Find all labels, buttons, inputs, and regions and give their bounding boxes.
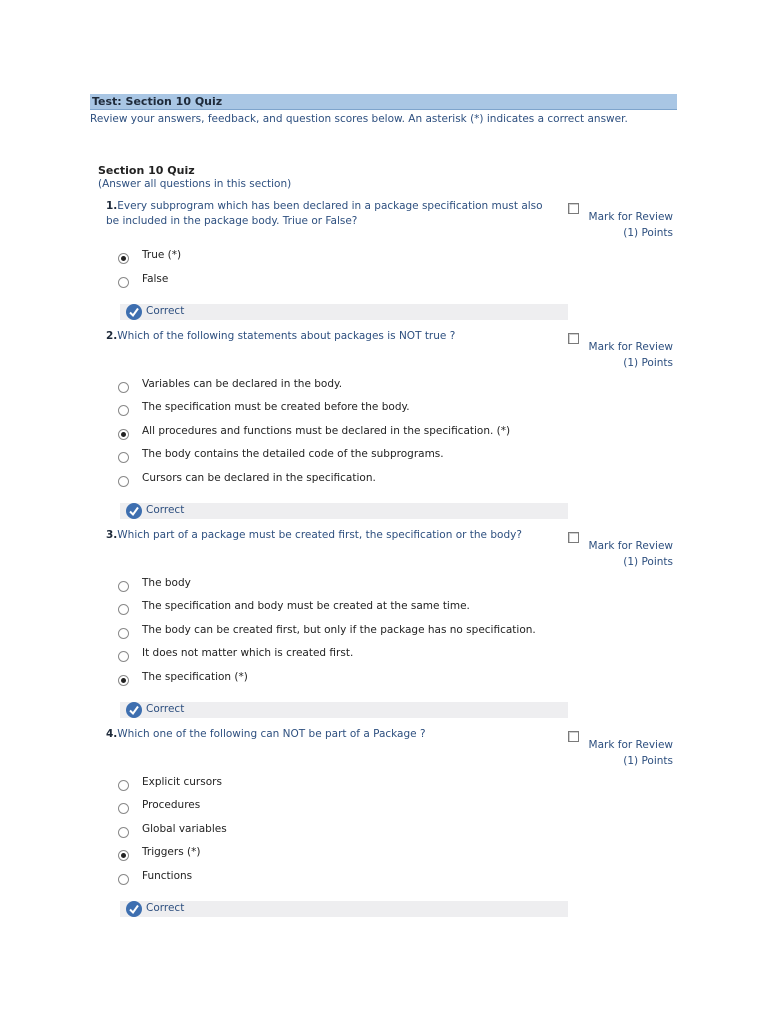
mark-for-review-label[interactable]: Mark for Review xyxy=(588,211,673,223)
question-4-text xyxy=(106,727,546,742)
radio-button[interactable] xyxy=(118,405,129,416)
mark-for-review-label[interactable]: Mark for Review xyxy=(588,540,673,552)
checkmark-icon xyxy=(126,702,142,718)
page-title: Test: Section 10 Quiz xyxy=(92,95,223,108)
feedback-label: Correct xyxy=(146,703,185,715)
question-prompt: Which of the following statements about packages is NOT true ? xyxy=(117,330,456,342)
option-label: False xyxy=(142,273,169,285)
feedback-bar xyxy=(120,304,568,320)
question-3-text xyxy=(106,528,546,543)
question-prompt: Which one of the following can NOT be part of a Package ? xyxy=(117,728,426,740)
section-title: Section 10 Quiz xyxy=(98,164,195,177)
mark-for-review-checkbox[interactable] xyxy=(568,333,579,344)
option-label: Triggers (*) xyxy=(142,846,201,858)
review-points xyxy=(589,737,673,769)
radio-button[interactable] xyxy=(118,803,129,814)
option-label: All procedures and functions must be declared in the specification. (*) xyxy=(142,425,511,437)
option-label: Variables can be declared in the body. xyxy=(142,378,343,390)
review-points xyxy=(589,538,673,570)
mark-for-review-label[interactable]: Mark for Review xyxy=(588,739,673,751)
feedback-bar xyxy=(120,702,568,718)
radio-button[interactable] xyxy=(118,850,129,861)
radio-button[interactable] xyxy=(118,604,129,615)
mark-for-review-checkbox[interactable] xyxy=(568,203,579,214)
question-number: 3. xyxy=(106,529,118,541)
checkmark-icon xyxy=(126,503,142,519)
page-header xyxy=(90,94,677,110)
feedback-label: Correct xyxy=(146,504,185,516)
radio-button[interactable] xyxy=(118,452,129,463)
radio-button[interactable] xyxy=(118,874,129,885)
radio-button[interactable] xyxy=(118,651,129,662)
radio-button[interactable] xyxy=(118,628,129,639)
points-label: (1) Points xyxy=(623,357,673,369)
option-label: Explicit cursors xyxy=(142,776,222,788)
question-prompt: Every subprogram which has been declared in a package specification must also be included in the package body. Triue or False? xyxy=(106,200,543,227)
section-instruction: (Answer all questions in this section) xyxy=(98,178,292,190)
radio-button[interactable] xyxy=(118,253,129,264)
question-number: 2. xyxy=(106,330,118,342)
option-label: The specification (*) xyxy=(142,671,248,683)
question-2-text xyxy=(106,329,546,344)
mark-for-review-label[interactable]: Mark for Review xyxy=(588,341,673,353)
radio-button[interactable] xyxy=(118,382,129,393)
feedback-bar xyxy=(120,901,568,917)
option-label: Procedures xyxy=(142,799,201,811)
feedback-label: Correct xyxy=(146,902,185,914)
radio-button[interactable] xyxy=(118,780,129,791)
option-label: True (*) xyxy=(142,249,182,261)
points-label: (1) Points xyxy=(623,556,673,568)
radio-button[interactable] xyxy=(118,581,129,592)
checkmark-icon xyxy=(126,304,142,320)
mark-for-review-checkbox[interactable] xyxy=(568,731,579,742)
page-subtitle: Review your answers, feedback, and question scores below. An asterisk (*) indicates a correct answer. xyxy=(90,113,628,125)
option-label: Cursors can be declared in the specification. xyxy=(142,472,376,484)
mark-for-review-checkbox[interactable] xyxy=(568,532,579,543)
question-prompt: Which part of a package must be created first, the specification or the body? xyxy=(117,529,522,541)
points-label: (1) Points xyxy=(623,227,673,239)
option-label: The specification and body must be created at the same time. xyxy=(142,600,470,612)
feedback-label: Correct xyxy=(146,305,185,317)
review-points xyxy=(589,339,673,371)
checkmark-icon xyxy=(126,901,142,917)
option-label: Global variables xyxy=(142,823,227,835)
radio-button[interactable] xyxy=(118,277,129,288)
points-label: (1) Points xyxy=(623,755,673,767)
option-label: The specification must be created before the body. xyxy=(142,401,410,413)
option-label: Functions xyxy=(142,870,193,882)
feedback-bar xyxy=(120,503,568,519)
option-label: It does not matter which is created first. xyxy=(142,647,354,659)
review-points xyxy=(589,209,673,241)
option-label: The body can be created first, but only if the package has no specification. xyxy=(142,624,536,636)
question-1-text xyxy=(106,199,546,229)
radio-button[interactable] xyxy=(118,476,129,487)
radio-button[interactable] xyxy=(118,675,129,686)
option-label: The body contains the detailed code of the subprograms. xyxy=(142,448,444,460)
question-number: 1. xyxy=(106,200,118,212)
radio-button[interactable] xyxy=(118,429,129,440)
option-label: The body xyxy=(142,577,191,589)
radio-button[interactable] xyxy=(118,827,129,838)
question-number: 4. xyxy=(106,728,118,740)
